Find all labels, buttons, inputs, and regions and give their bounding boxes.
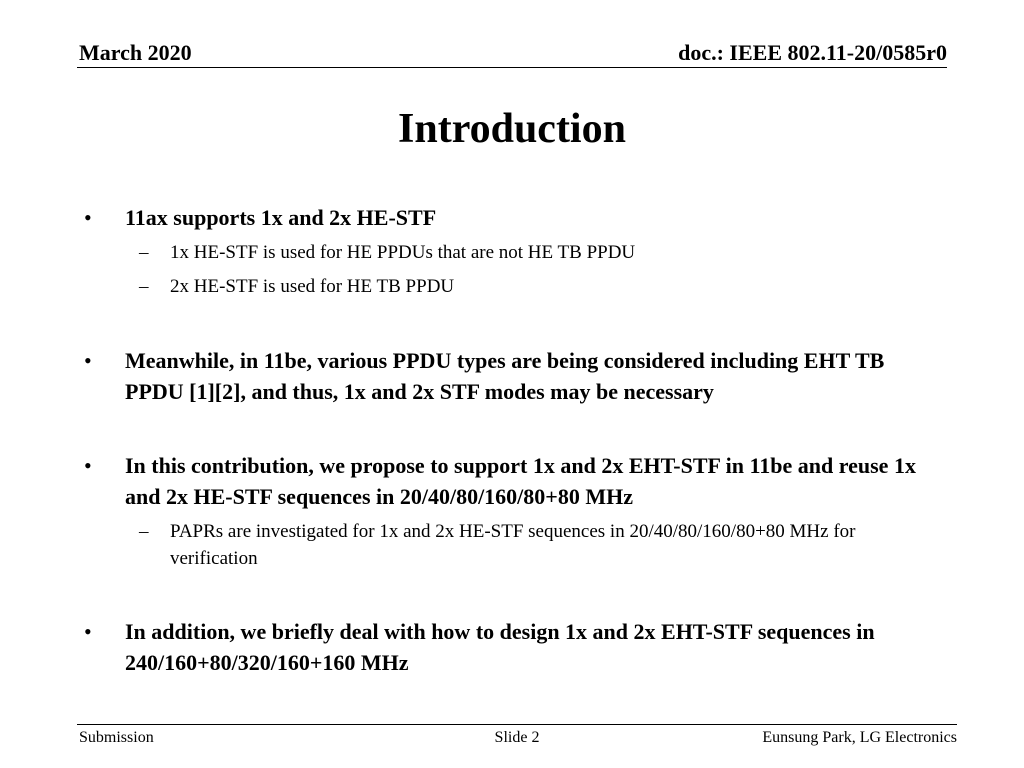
bullet-text: In addition, we briefly deal with how to design 1x and 2x EHT-STF sequences in 240/160+80/320/160+160 MHz — [125, 619, 875, 675]
bullet-marker: • — [84, 205, 92, 230]
sub-bullet-marker: – — [139, 242, 149, 263]
bullet-2 — [84, 345, 934, 407]
header-divider — [77, 67, 947, 68]
sub-bullet-list — [125, 239, 934, 300]
sub-bullet-1-1 — [84, 239, 934, 266]
sub-bullet-marker: – — [139, 276, 149, 297]
header-doc-id: doc.: IEEE 802.11-20/0585r0 — [678, 40, 947, 65]
sub-bullet-text: PAPRs are investigated for 1x and 2x HE-STF sequences in 20/40/80/160/80+80 MHz for verification — [170, 521, 856, 569]
sub-bullet-text: 2x HE-STF is used for HE TB PPDU — [170, 276, 455, 297]
sub-bullet-marker: – — [139, 521, 149, 542]
slide-title: Introduction — [398, 106, 626, 152]
sub-bullet-1-2 — [84, 273, 934, 300]
bullet-4 — [84, 616, 934, 678]
bullet-text: Meanwhile, in 11be, various PPDU types are being considered including EHT TB PPDU [1][2], and thus, 1x and 2x STF modes may be necessary — [125, 348, 885, 404]
footer-slide-number: Slide 2 — [494, 729, 540, 746]
header-date: March 2020 — [79, 40, 192, 65]
bullet-marker: • — [84, 453, 92, 478]
sub-bullet-text: 1x HE-STF is used for HE PPDUs that are not HE TB PPDU — [170, 242, 636, 263]
sub-bullet-3-1 — [84, 518, 934, 572]
bullet-marker: • — [84, 348, 92, 373]
footer-submission: Submission — [79, 729, 154, 746]
bullet-3 — [84, 450, 934, 572]
sub-bullet-list — [125, 518, 934, 572]
footer-author: Eunsung Park, LG Electronics — [762, 729, 957, 746]
footer-divider — [77, 724, 957, 725]
bullet-1 — [84, 202, 934, 300]
bullet-text: In this contribution, we propose to support 1x and 2x EHT-STF in 11be and reuse 1x and 2x HE-STF sequences in 20/40/80/160/80+80 MHz — [125, 453, 916, 509]
slide-body — [84, 202, 934, 678]
bullet-text: 11ax supports 1x and 2x HE-STF — [125, 205, 437, 230]
bullet-marker: • — [84, 619, 92, 644]
